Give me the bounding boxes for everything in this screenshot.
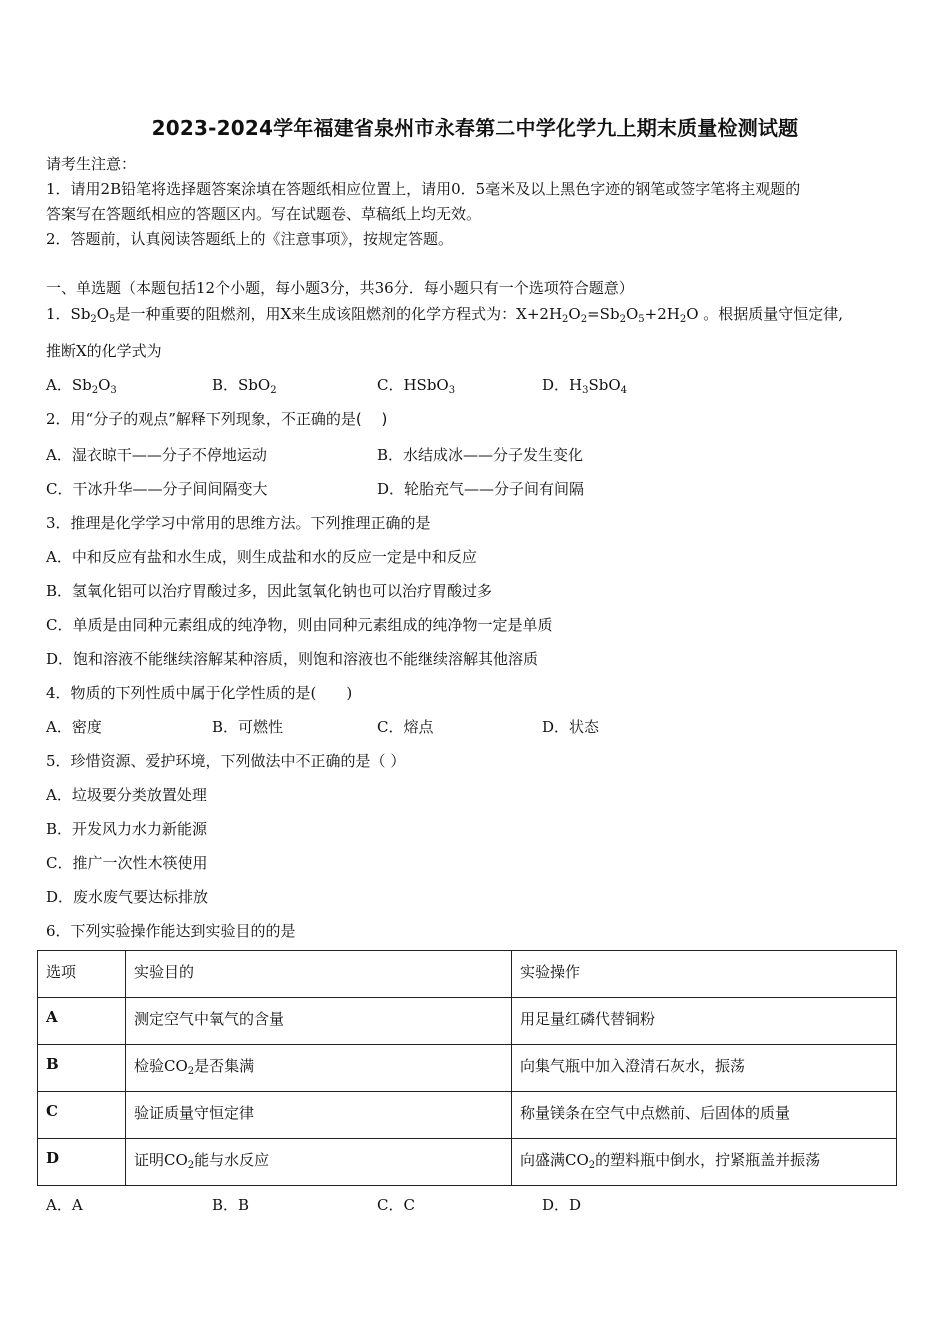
table-header-row bbox=[38, 951, 897, 998]
row-c-operation: 称量镁条在空气中点燃前、后固体的质量 bbox=[512, 1092, 897, 1139]
experiment-table bbox=[37, 950, 897, 1186]
row-a-goal: 测定空气中氧气的含量 bbox=[126, 998, 512, 1045]
question-5-stem: 5．珍惜资源、爱护环境，下列做法中不正确的是（ ） bbox=[46, 752, 406, 770]
row-b-goal: 检验$CO_2$是否集满 bbox=[126, 1045, 512, 1092]
question-5-option-d[interactable]: D．废水废气要达标排放 bbox=[46, 888, 209, 906]
question-4-option-b[interactable]: B．可燃性 bbox=[212, 718, 284, 736]
notice-line-3: 2．答题前，认真阅读答题纸上的《注意事项》，按规定答题。 bbox=[46, 230, 454, 248]
question-5-option-c[interactable]: C．推广一次性木筷使用 bbox=[46, 854, 208, 872]
section-heading: 一、单选题（本题包括12个小题，每小题3分，共36分．每小题只有一个选项符合题意） bbox=[46, 279, 634, 297]
question-1-stem-line-2: 推断X的化学式为 bbox=[46, 342, 162, 360]
question-2-stem: 2．用“分子的观点”解释下列现象，不正确的是( ) bbox=[46, 410, 388, 428]
question-1-option-c[interactable]: C．HSbO$_3$ bbox=[377, 376, 456, 396]
question-2-option-c[interactable]: C．干冰升华——分子间间隔变大 bbox=[46, 480, 268, 498]
row-c-goal: 验证质量守恒定律 bbox=[126, 1092, 512, 1139]
question-6-option-b[interactable]: B．B bbox=[212, 1196, 250, 1214]
notice-heading: 请考生注意： bbox=[46, 155, 137, 173]
question-3-stem: 3．推理是化学学习中常用的思维方法。下列推理正确的是 bbox=[46, 514, 431, 532]
table-row bbox=[38, 998, 897, 1045]
question-5-option-b[interactable]: B．开发风力水力新能源 bbox=[46, 820, 208, 838]
question-3-option-d[interactable]: D．饱和溶液不能继续溶解某种溶质，则饱和溶液也不能继续溶解其他溶质 bbox=[46, 650, 539, 668]
table-row bbox=[38, 1045, 897, 1092]
row-d-operation: 向盛满$CO_2$的塑料瓶中倒水，拧紧瓶盖并振荡 bbox=[512, 1139, 897, 1186]
question-1-option-d[interactable]: D．$H_3SbO_4$ bbox=[542, 376, 628, 396]
row-b-operation: 向集气瓶中加入澄清石灰水，振荡 bbox=[512, 1045, 897, 1092]
question-5-option-a[interactable]: A．垃圾要分类放置处理 bbox=[46, 786, 207, 804]
question-1-stem: 1．$Sb_2O_5$是一种重要的阻燃剂，用X来生成该阻燃剂的化学方程式为：$X+2H_2O_2=Sb_2O_5+2H_2O$ 。根据质量守恒定律, bbox=[46, 305, 844, 325]
notice-line-2: 答案写在答题纸相应的答题区内。写在试题卷、草稿纸上均无效。 bbox=[46, 205, 482, 223]
question-3-option-b[interactable]: B．氢氧化铝可以治疗胃酸过多，因此氢氧化钠也可以治疗胃酸过多 bbox=[46, 582, 493, 600]
header-goal: 实验目的 bbox=[126, 951, 512, 998]
question-1-option-a[interactable]: A．$Sb_2O_3$ bbox=[46, 376, 117, 396]
question-1-option-b[interactable]: B．SbO$_2$ bbox=[212, 376, 277, 396]
row-a-operation: 用足量红磷代替铜粉 bbox=[512, 998, 897, 1045]
header-operation: 实验操作 bbox=[512, 951, 897, 998]
question-3-option-a[interactable]: A．中和反应有盐和水生成，则生成盐和水的反应一定是中和反应 bbox=[46, 548, 477, 566]
row-b-option: B bbox=[38, 1045, 126, 1092]
row-d-goal: 证明$CO_2$能与水反应 bbox=[126, 1139, 512, 1186]
question-6-option-a[interactable]: A．A bbox=[46, 1196, 83, 1214]
question-2-option-a[interactable]: A．湿衣晾干——分子不停地运动 bbox=[46, 446, 267, 464]
question-4-option-a[interactable]: A．密度 bbox=[46, 718, 102, 736]
row-c-option: C bbox=[38, 1092, 126, 1139]
header-option: 选项 bbox=[38, 951, 126, 998]
question-4-option-d[interactable]: D．状态 bbox=[542, 718, 600, 736]
notice-line-1: 1．请用2B铅笔将选择题答案涂填在答题纸相应位置上，请用0．5毫米及以上黑色字迹的钢笔或签字笔将主观题的 bbox=[46, 180, 801, 198]
question-4-stem: 4．物质的下列性质中属于化学性质的是( ) bbox=[46, 684, 353, 702]
question-6-option-c[interactable]: C．C bbox=[377, 1196, 415, 1214]
question-2-option-b[interactable]: B．水结成冰——分子发生变化 bbox=[377, 446, 584, 464]
question-3-option-c[interactable]: C．单质是由同种元素组成的纯净物，则由同种元素组成的纯净物一定是单质 bbox=[46, 616, 553, 634]
question-2-option-d[interactable]: D．轮胎充气——分子间有间隔 bbox=[377, 480, 585, 498]
question-4-option-c[interactable]: C．熔点 bbox=[377, 718, 434, 736]
row-d-option: D bbox=[38, 1139, 126, 1186]
table-row bbox=[38, 1092, 897, 1139]
table-row bbox=[38, 1139, 897, 1186]
question-6-option-d[interactable]: D．D bbox=[542, 1196, 582, 1214]
page-title: 2023-2024学年福建省泉州市永春第二中学化学九上期末质量检测试题 bbox=[151, 116, 799, 140]
question-6-stem: 6．下列实验操作能达到实验目的的是 bbox=[46, 922, 296, 940]
row-a-option: A bbox=[38, 998, 126, 1045]
